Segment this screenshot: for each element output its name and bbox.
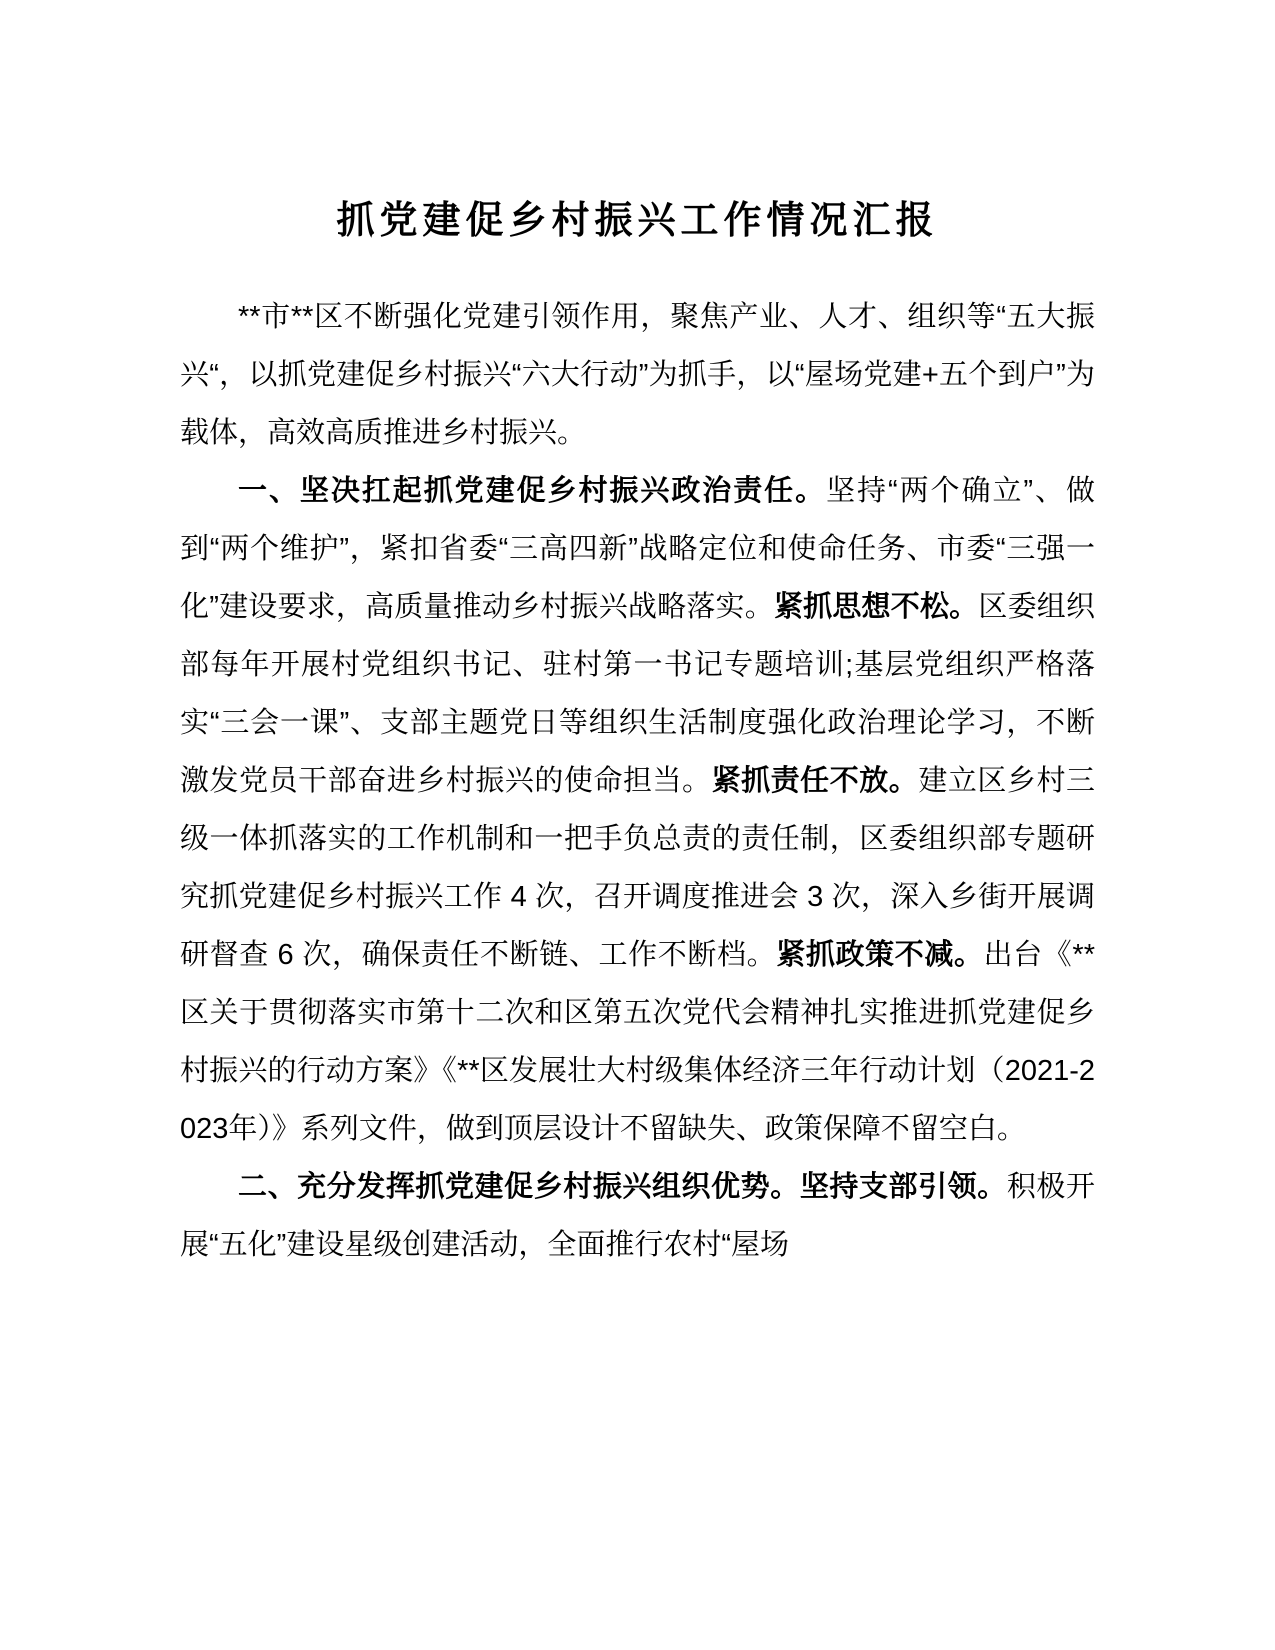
text-run: 建立区乡村三级一体抓落实的工作机制和一把手负总责的责任制，区委组织部专题研究抓党建促乡村振兴工作 4 次，召开调度推进会 3 次，深入乡街开展调研督查 6 次，确保责任不断链、工作不断档。 — [180, 764, 1095, 971]
document-title: 抓党建促乡村振兴工作情况汇报 — [336, 200, 939, 242]
lead-in-run: 紧抓政策不减。 — [776, 938, 984, 971]
text-run: 区委组织部每年开展村党组织书记、驻村第一书记专题培训;基层党组织严格落实“三会一课”、支部主题党日等组织生活制度强化政治理论学习，不断激发党员干部奋进乡村振兴的使命担当。 — [180, 590, 1095, 797]
section-1-heading-run: 一、坚决扛起抓党建促乡村振兴政治责任。 — [238, 474, 827, 507]
text-run: 出台《**区关于贯彻落实市第十二次和区第五次党代会精神扎实推进抓党建促乡村振兴的行动方案》《**区发展壮大村级集体经济三年行动计划（2021-2023年）》系列文件，做到顶层设计不留缺失、政策保障不留空白。 — [180, 938, 1095, 1145]
text-run: 积极开展“五化”建设星级创建活动，全面推行农村“屋场 — [180, 1170, 1095, 1261]
text-run: 坚持“两个确立”、做到“两个维护”，紧扣省委“三高四新”战略定位和使命任务、市委“三强一化”建设要求，高质量推动乡村振兴战略落实。 — [180, 474, 1095, 623]
lead-in-run: 紧抓思想不松。 — [773, 590, 979, 623]
lead-in-run: 紧抓责任不放。 — [711, 764, 919, 797]
paragraph-section-2 — [180, 1158, 1095, 1274]
paragraph-section-1 — [180, 462, 1095, 1158]
section-2-heading-run: 二、充分发挥抓党建促乡村振兴组织优势。 — [238, 1170, 800, 1203]
paragraph-intro — [180, 288, 1095, 462]
lead-in-run: 坚持支部引领。 — [799, 1170, 1007, 1203]
text-run: **市**区不断强化党建引领作用，聚焦产业、人才、组织等“五大振兴“，以抓党建促乡村振兴“六大行动”为抓手，以“屋场党建+五个到户”为载体，高效高质推进乡村振兴。 — [180, 300, 1095, 449]
